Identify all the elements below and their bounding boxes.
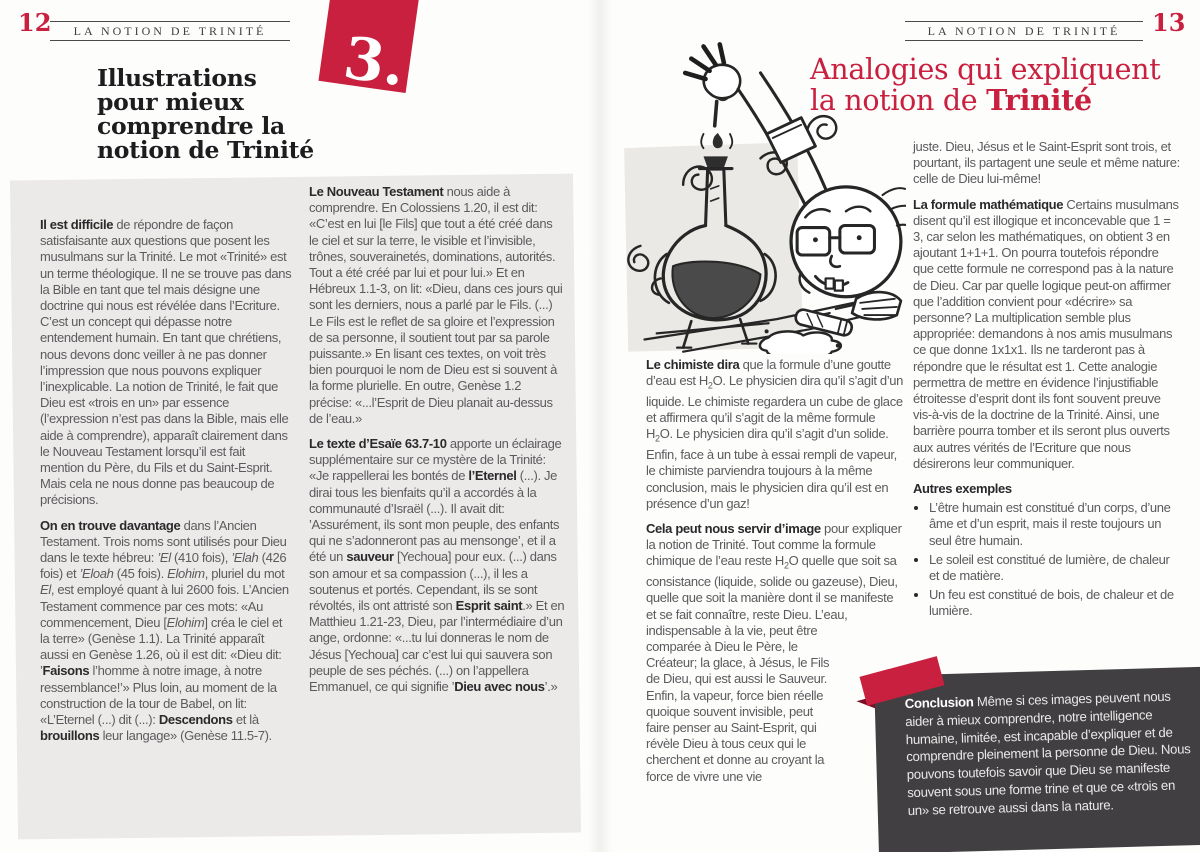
paragraph: Le Nouveau Testament nous aide à comprendre. En Colossiens 1.20, il est dit: «C’est en lui [le Fils] que tout a été créé dans le ciel et sur la terre, le visible et l’invisible, trônes, souverainetés, dominations, autorités. Tout a été créé par lui et pour lui.» Et en Hébreux 1.1-3, on lit: «Dieu, dans ces jours qui sont les derniers, nous a parlé par le Fils. (...) Le Fils est le reflet de sa gloire et l’expression de sa personne, il soutient tout par sa parole puissante.» En lisant ces textes, on voit très bien pourquoi le nom de Dieu est si souvent à la forme plurielle. En outre, Genèse 1.2 précise: «...l’Esprit de Dieu planait au-dessus de l’eau.» [309, 184, 563, 426]
page-number-right: 13 [1152, 8, 1186, 37]
page-fold [588, 0, 612, 852]
examples-heading: Autres exemples [913, 481, 1012, 497]
left-column-1 [40, 217, 292, 754]
running-header-right: LA NOTION DE TRINITÉ [905, 21, 1143, 41]
left-page-title [97, 66, 314, 162]
title-line: Illustrations [97, 64, 257, 92]
paragraph: juste. Dieu, Jésus et le Saint-Esprit sont trois, et pourtant, ils partagent une seule et même nature: celle de Dieu lui-même! [913, 139, 1180, 187]
example-item: • Un feu est constitué de bois, de chaleur et de lumière. [929, 587, 1181, 619]
title-line: comprendre la [97, 112, 285, 140]
conclusion-box: Conclusion Même si ces images peuvent nous aider à mieux comprendre, notre intelligence humaine, limitée, est incapable d’expliquer et de comprendre pleinement la personne de Dieu. Nous pouvons toutefois savoir que Dieu se manifeste souvent sous une forme trine et que ce «trois en un» se retrouve aussi dans la nature. [874, 666, 1200, 852]
paragraph: Il est difficile de répondre de façon satisfaisante aux questions que posent les musulmans sur la Trinité. Le mot «Trinité» est un terme théologique. Il ne se trouve pas dans la Bible en tant que tel mais désigne une doctrine qui nous est révélée dans l’Ecriture. C’est un concept qui dépasse notre entendement humain. En tant que chrétiens, nous devons donc veiller à ne pas donner l’impression que nous pouvons expliquer l’inexplicable. La notion de Trinité, le fait que Dieu est «trois en un» par essence (l’expression n’est pas dans la Bible, mais elle aide à comprendre), apparaît clairement dans le Nouveau Testament lorsqu’il est fait mention du Père, du Fils et du Saint-Esprit. Mais cela ne nous donne pas beaucoup de précisions. [40, 217, 292, 508]
running-header-left: LA NOTION DE TRINITÉ [50, 21, 290, 41]
title-line: notion de Trinité [97, 136, 314, 164]
chemist-illustration [616, 36, 906, 354]
paragraph: Le texte d’Esaïe 63.7-10 apporte un éclairage supplémentaire sur ce mystère de la Trinité: «Je rappellerai les bontés de l’Eternel (...). Je dirai tous les bienfaits qu’il a accordés à la communauté d’Israël (...). Il avait dit: ’Assurément, ils sont mon peuple, des enfants qui ne s’adonneront pas au mensonge’, et il a été un sauveur [Yechoua] pour eux. (...) dans son amour et sa compassion (...), il les a soutenus et portés. Cependant, ils se sont révoltés, ils ont attristé son Esprit saint.» Et en Matthieu 1.21-23, Dieu, par l’intermédiaire d’un ange, ordonne: «...tu lui donneras le nom de Jésus [Yechoua] car c’est lui qui sauvera son peuple de ses péchés. (...) on l’appellera Emmanuel, ce qui signifie ’Dieu avec nous’.» [309, 436, 565, 695]
paragraph: Cela peut nous servir d’image pour expliquer la notion de Trinité. Tout comme la formule chimique de l’eau reste $H_2O$ quelle que soit sa consistance (liquide, solide ou gazeuse), Dieu, quelle que soit la manière dont il se manifeste et se fait connaître, reste Dieu. L’eau, indispensable à la vie, peut être comparée à Dieu le Père, le Créateur; la glace, à Jésus, le Fils de Dieu, qui est aussi le Sauveur. Enfin, la vapeur, force bien réelle quoique souvent invisible, peut faire penser au Saint-Esprit, qui révèle Dieu à tous ceux qui le cherchent et donne au croyant la force de vivre une vie [646, 521, 904, 785]
chemist-head-icon [791, 187, 906, 320]
title-line: Analogies qui expliquent [810, 53, 1161, 86]
page-number-left: 12 [18, 8, 52, 37]
example-item: • Le soleil est constitué de lumière, de chaleur et de matière. [929, 552, 1181, 584]
left-column-2 [309, 184, 565, 704]
examples-list [913, 500, 1181, 619]
chapter-number: 3. [339, 23, 410, 100]
chapter-badge [318, 0, 423, 100]
title-line-prefix: la notion de [810, 84, 987, 117]
right-column-paragraphs [913, 139, 1181, 472]
paragraph: On en trouve davantage dans l’Ancien Testament. Trois noms sont utilisés pour Dieu dans le texte hébreu: ’El (410 fois), ’Elah (426 fois) et ’Eloah (45 fois). Elohim, pluriel du mot El, est employé quant à lui 2600 fois. L’Ancien Testament commence par ces mots: «Au commencement, Dieu [Elohim] créa le ciel et la terre» (Genèse 1.1). La Trinité apparaît aussi en Genèse 1.26, où il est dit: «Dieu dit: ’Faisons l’homme à notre image, à notre ressemblance!’» Plus loin, au moment de la construction de la tour de Babel, on lit: «L’Eternel (...) dit (...): Descendons et là brouillons leur langage» (Genèse 11.5-7). [40, 517, 289, 744]
paragraph: Le chimiste dira que la formule d’une goutte d’eau est $H_2O$. Le physicien dira qu’il s’agit d’un liquide. Le chimiste regardera un cube de glace et affirmera qu’il s’agit de la même formule $H_2O$. Le physicien dira qu’il s’agit d’un solide. Enfin, face à un tube à essai rempli de vapeur, le chimiste parviendra toujours à la même conclusion, mais le physicien dira qu’il est en présence d’un gaz! [646, 357, 904, 511]
right-column [913, 139, 1181, 623]
paragraph: La formule mathématique Certains musulmans disent qu’il est illogique et inconcevable que 1 = 3, car selon les mathématiques, on obtient 3 en ajoutant 1+1+1. On pourra toutefois répondre que cette formule ne correspond pas à la nature de Dieu. Car par quelle logique peut-on affirmer que l’addition convient pour «décrire» sa personne? La multiplication semble plus appropriée: demandons à nos amis musulmans ce que donne 1x1x1. Ils ne tarderont pas à répondre que le résultat est 1. Cette analogie permettra de mettre en évidence l’injustifiable étroitesse d’esprit dont ils font souvent preuve vis-à-vis de la doctrine de la Trinité. Ainsi, une barrière pourra tomber et ils seront plus ouverts aux autres vérités de l’Ecriture que nous désirerons leur communiquer. [913, 196, 1179, 471]
title-emphasis: Trinité [986, 83, 1092, 117]
title-line: pour mieux [97, 88, 244, 116]
example-item: • L’être humain est constitué d’un corps, d’une âme et d’un esprit, mais il reste toujours un seul être humain. [929, 500, 1181, 549]
middle-column [646, 357, 904, 827]
